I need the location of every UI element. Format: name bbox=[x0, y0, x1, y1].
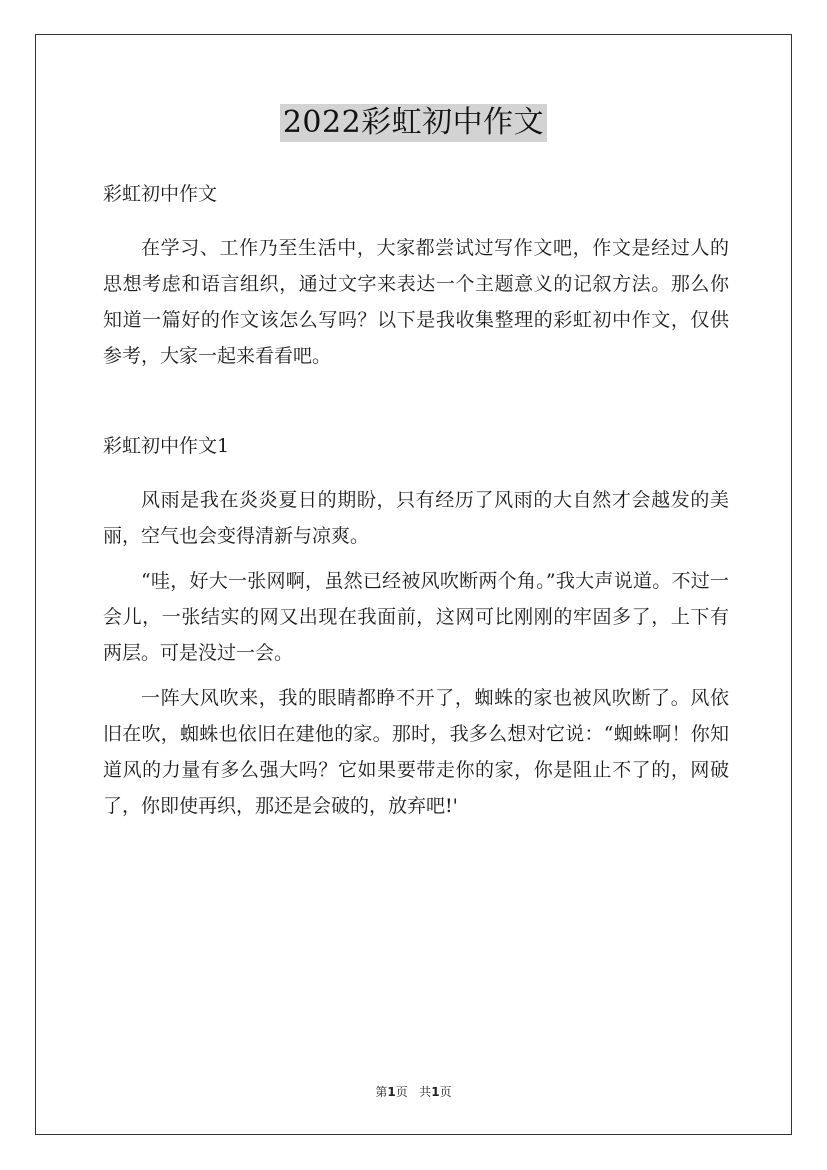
document-body bbox=[103, 176, 729, 824]
section1-heading: 彩虹初中作文1 bbox=[103, 435, 230, 457]
page-current: 1 bbox=[387, 1085, 396, 1099]
intro-paragraph: 在学习、工作乃至生活中，大家都尝试过写作文吧，作文是经过人的思想考虑和语言组织，通过文字来表达一个主题意义的记叙方法。那么你知道一篇好的作文该怎么写吗？以下是我收集整理的彩虹初中作文，仅供参考，大家一起来看看吧。 bbox=[103, 237, 729, 367]
body-paragraph: 风雨是我在炎炎夏日的期盼，只有经历了风雨的大自然才会越发的美丽，空气也会变得清新与凉爽。 bbox=[103, 489, 729, 547]
page-total: 1 bbox=[431, 1085, 440, 1099]
page-footer bbox=[0, 1083, 827, 1100]
section-spacer bbox=[103, 374, 729, 428]
total-suffix: 页 bbox=[439, 1085, 452, 1099]
title-container bbox=[0, 104, 827, 142]
page-suffix: 页 bbox=[395, 1085, 408, 1099]
document-title: 2022彩虹初中作文 bbox=[280, 104, 547, 142]
body-paragraph: “哇，好大一张网啊，虽然已经被风吹断两个角。”我大声说道。不过一会儿，一张结实的网又出现在我面前，这网可比刚刚的牢固多了，上下有两层。可是没过一会。 bbox=[103, 570, 729, 664]
intro-heading: 彩虹初中作文 bbox=[103, 183, 218, 205]
body-paragraph: 一阵大风吹来，我的眼睛都睁不开了，蜘蛛的家也被风吹断了。风依旧在吹，蜘蛛也依旧在建他的家。那时，我多么想对它说：“蜘蛛啊！你知道风的力量有多么强大吗？它如果要带走你的家，你是阻止不了的，网破了，你即使再织，那还是会破的，放弃吧!' bbox=[103, 687, 729, 817]
total-prefix: 共 bbox=[419, 1085, 432, 1099]
page-prefix: 第 bbox=[375, 1085, 388, 1099]
